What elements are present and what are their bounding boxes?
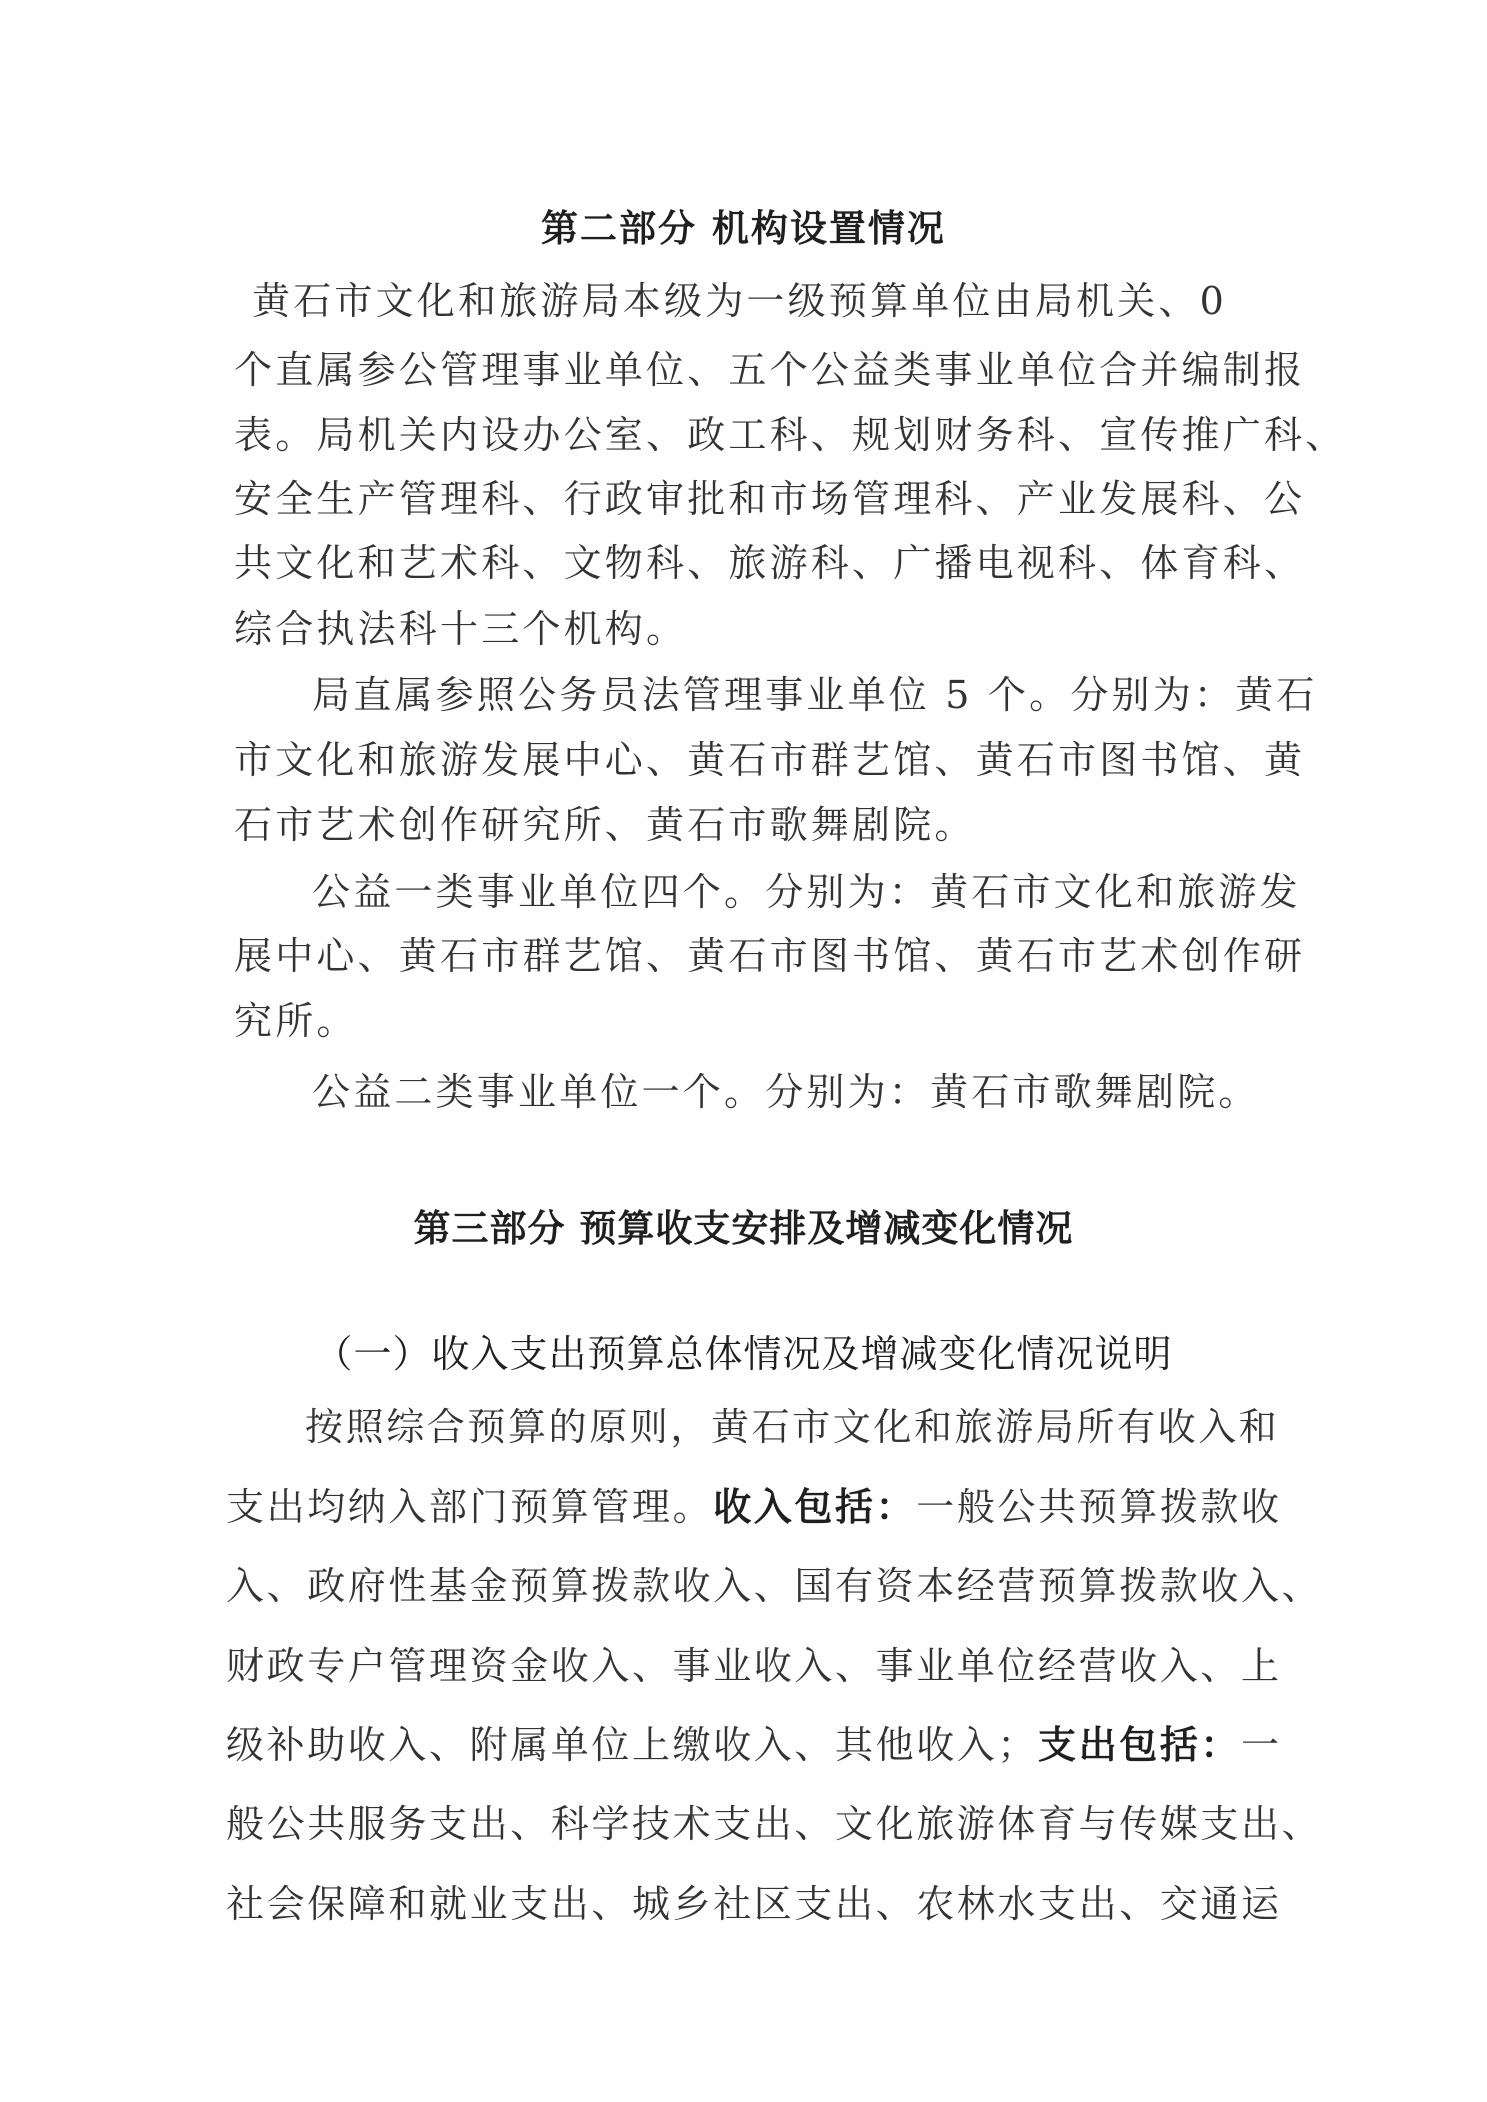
paragraph-line: 展中心、黄石市群艺馆、黄石市图书馆、黄石市艺术创作研 xyxy=(234,934,1306,978)
paragraph-line: 个直属参公管理事业单位、五个公益类事业单位合并编制报 xyxy=(234,348,1306,392)
paragraph-line: 般公共服务支出、科学技术支出、文化旅游体育与传媒支出、 xyxy=(226,1802,1323,1846)
income-label: 收入包括： xyxy=(713,1484,917,1529)
paragraph-line: 财政专户管理资金收入、事业收入、事业单位经营收入、上 xyxy=(226,1644,1282,1688)
part2-heading: 第二部分 机构设置情况 xyxy=(541,206,946,250)
paragraph-line: 市文化和旅游发展中心、黄石市群艺馆、黄石市图书馆、黄 xyxy=(234,738,1306,782)
text-run: 一般公共预算拨款收 xyxy=(916,1485,1282,1529)
paragraph-line: 入、政府性基金预算拨款收入、国有资本经营预算拨款收入、 xyxy=(226,1564,1323,1608)
expenditure-label: 支出包括： xyxy=(1038,1722,1242,1767)
paragraph-line: 表。局机关内设办公室、政工科、规划财务科、宣传推广科、 xyxy=(234,413,1347,457)
paragraph-line xyxy=(226,1714,1282,1769)
paragraph-line: 综合执法科十三个机构。 xyxy=(234,607,688,651)
paragraph-line: 按照综合预算的原则，黄石市文化和旅游局所有收入和 xyxy=(305,1405,1280,1449)
section-subheading: （一）收入支出预算总体情况及增减变化情况说明 xyxy=(314,1332,1173,1376)
part3-heading: 第三部分 预算收支安排及增减变化情况 xyxy=(413,1206,1074,1250)
paragraph-line: 石市艺术创作研究所、黄石市歌舞剧院。 xyxy=(234,803,976,847)
text-run: 级补助收入、附属单位上缴收入、其他收入； xyxy=(226,1723,1039,1767)
paragraph-line: 共文化和艺术科、文物科、旅游科、广播电视科、体育科、 xyxy=(234,541,1306,585)
paragraph-line: 社会保障和就业支出、城乡社区支出、农林水支出、交通运 xyxy=(226,1882,1282,1926)
paragraph-line xyxy=(226,1476,1282,1531)
paragraph-line: 究所。 xyxy=(234,999,358,1043)
paragraph-line: 黄石市文化和旅游局本级为一级预算单位由局机关、0 xyxy=(252,279,1227,323)
paragraph-line: 安全生产管理科、行政审批和市场管理科、产业发展科、公 xyxy=(234,477,1306,521)
text-run: 支出均纳入部门预算管理。 xyxy=(226,1485,714,1529)
paragraph-line: 公益一类事业单位四个。分别为：黄石市文化和旅游发 xyxy=(312,870,1301,914)
paragraph-line: 局直属参照公务员法管理事业单位 5 个。分别为：黄石 xyxy=(312,673,1318,717)
text-run: 一 xyxy=(1241,1723,1282,1767)
paragraph-line: 公益二类事业单位一个。分别为：黄石市歌舞剧院。 xyxy=(312,1070,1260,1114)
